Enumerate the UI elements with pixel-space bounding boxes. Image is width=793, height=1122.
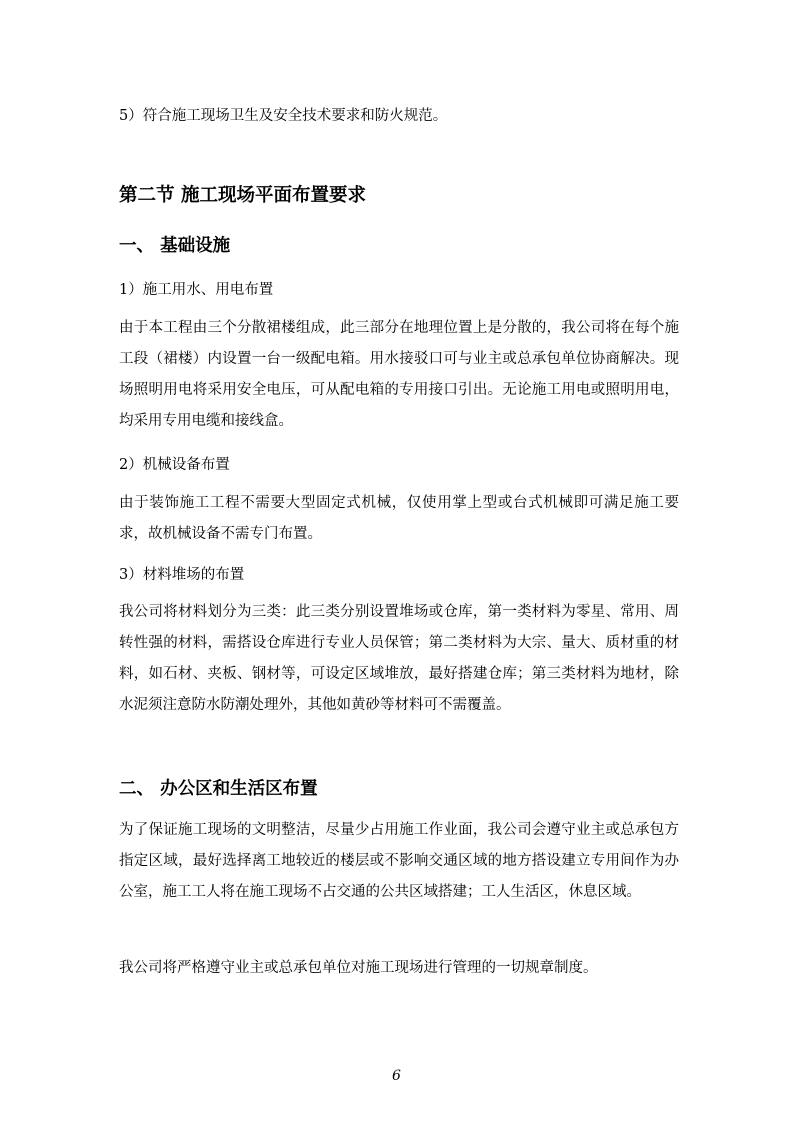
office-body-2: 我公司将严格遵守业主或总承包单位对施工现场进行管理的一切规章制度。 <box>119 960 598 976</box>
section-title: 第二节 施工现场平面布置要求 <box>119 185 366 206</box>
page-number: 6 <box>392 1068 401 1084</box>
item-3-title: 3）材料堆场的布置 <box>119 567 245 583</box>
subsection-title-infrastructure: 一、 基础设施 <box>119 236 231 256</box>
list-item-5: 5）符合施工现场卫生及安全技术要求和防火规范。 <box>119 108 448 124</box>
item-3-body: 我公司将材料划分为三类：此三类分别设置堆场或仓库，第一类材料为零星、常用、周转性强的材料，需搭设仓库进行专业人员保管；第二类材料为大宗、量大、质材重的材料，如石材、夹板、钢材等，可设定区域堆放，最好搭建仓库；第三类材料为地材，除水泥须注意防水防潮处理外，其他如黄砂等材料可不需覆盖。 <box>119 604 679 713</box>
item-1-body: 由于本工程由三个分散裙楼组成，此三部分在地理位置上是分散的，我公司将在每个施工段（裙楼）内设置一台一级配电箱。用水接驳口可与业主或总承包单位协商解决。现场照明用电将采用安全电压，可从配电箱的专用接口引出。无论施工用电或照明用电，均采用专用电缆和接线盒。 <box>119 320 679 429</box>
office-body-1: 为了保证施工现场的文明整洁，尽量少占用施工作业面，我公司会遵守业主或总承包方指定区域，最好选择离工地较近的楼层或不影响交通区域的地方搭设建立专用间作为办公室，施工工人将在施工现场不占交通的公共区域搭建；工人生活区，休息区域。 <box>119 822 679 900</box>
subsection-title-office-living: 二、 办公区和生活区布置 <box>119 779 318 799</box>
item-2-title: 2）机械设备布置 <box>119 457 230 473</box>
item-2-body: 由于装饰施工工程不需要大型固定式机械，仅使用掌上型或台式机械即可满足施工要求，故机械设备不需专门布置。 <box>119 495 679 542</box>
item-1-title: 1）施工用水、用电布置 <box>119 282 274 298</box>
